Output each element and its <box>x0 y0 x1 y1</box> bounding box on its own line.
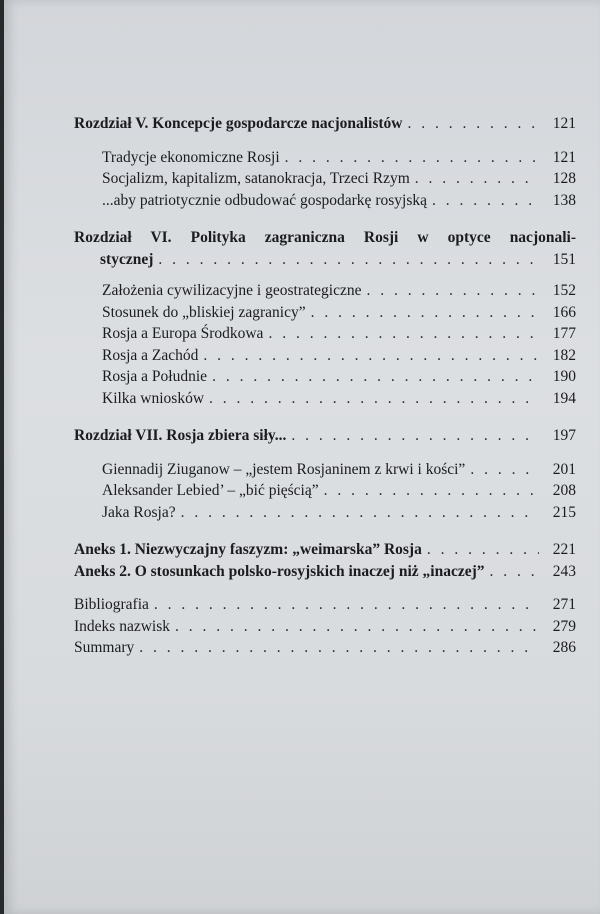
dot-leader <box>490 561 540 583</box>
toc-entry: Jaka Rosja? . . . 215 <box>74 502 576 524</box>
toc-entry: Aleksander Lebied’ – „bić pięścią” . . . 208 <box>74 480 576 502</box>
dot-leader <box>158 249 539 271</box>
dot-leader <box>212 366 539 388</box>
toc-annex-2: Aneks 2. O stosunkach polsko-rosyjskich inaczej niż „inaczej” . . . 243 <box>74 561 576 583</box>
toc-summary: Summary . . . 286 <box>74 637 576 659</box>
dot-leader <box>181 502 539 524</box>
dot-leader <box>408 113 540 135</box>
dot-leader <box>427 539 539 561</box>
dot-leader <box>324 480 539 502</box>
toc-chapter-6-page: 151 <box>552 250 576 268</box>
toc-chapter-7 <box>74 425 576 447</box>
toc-entry: Tradycje ekonomiczne Rosji . . . 121 <box>74 147 576 169</box>
toc-chapter-5 <box>74 113 576 135</box>
dot-leader <box>470 459 539 481</box>
toc-chapter-7-title: Rozdział VII. Rosja zbiera siły... <box>74 427 287 444</box>
dot-leader <box>311 302 539 324</box>
toc-chapter-5-title: Rozdział V. Koncepcje gospodarcze nacjonalistów <box>74 115 403 132</box>
dot-leader <box>432 190 539 212</box>
toc-chapter-7-page: 197 <box>552 427 576 444</box>
dot-leader <box>154 594 539 616</box>
toc-entry: Giennadij Ziuganow – „jestem Rosjaninem z krwi i kości” . . . 201 <box>74 459 576 481</box>
toc-entry: ...aby patriotycznie odbudować gospodarkę rosyjską . . . 138 <box>74 190 576 212</box>
dot-leader <box>415 168 539 190</box>
toc-entry: Rosja a Europa Środkowa . . . 177 <box>74 323 576 345</box>
dot-leader <box>209 388 539 410</box>
dot-leader <box>291 425 539 447</box>
toc-entry: Stosunek do „bliskiej zagranicy” . . . 166 <box>74 302 576 324</box>
toc-chapter-6-title-line1: Rozdział VI. Polityka zagraniczna Rosji w optyce nacjonali- <box>74 229 576 246</box>
book-page <box>4 0 600 914</box>
table-of-contents <box>74 113 576 659</box>
toc-chapter-5-page: 121 <box>552 115 576 132</box>
toc-entry: Założenia cywilizacyjne i geostrategiczne . . . 152 <box>74 280 576 302</box>
toc-index: Indeks nazwisk . . . 279 <box>74 616 576 638</box>
toc-entry: Socjalizm, kapitalizm, satanokracja, Trzeci Rzym . . . 128 <box>74 168 576 190</box>
dot-leader <box>139 637 539 659</box>
toc-chapter-6 <box>74 249 576 271</box>
toc-entry: Rosja a Południe . . . 190 <box>74 366 576 388</box>
toc-chapter-6-title-line2: stycznej <box>100 250 154 268</box>
toc-entry: Rosja a Zachód . . . 182 <box>74 345 576 367</box>
toc-entry: Kilka wniosków . . . 194 <box>74 388 576 410</box>
dot-leader <box>203 345 539 367</box>
dot-leader <box>367 280 540 302</box>
toc-bibliography: Bibliografia . . . 271 <box>74 594 576 616</box>
dot-leader <box>268 323 539 345</box>
dot-leader <box>175 616 539 638</box>
dot-leader <box>285 147 539 169</box>
toc-annex-1: Aneks 1. Niezwyczajny faszyzm: „weimarska” Rosja . . . 221 <box>74 539 576 561</box>
